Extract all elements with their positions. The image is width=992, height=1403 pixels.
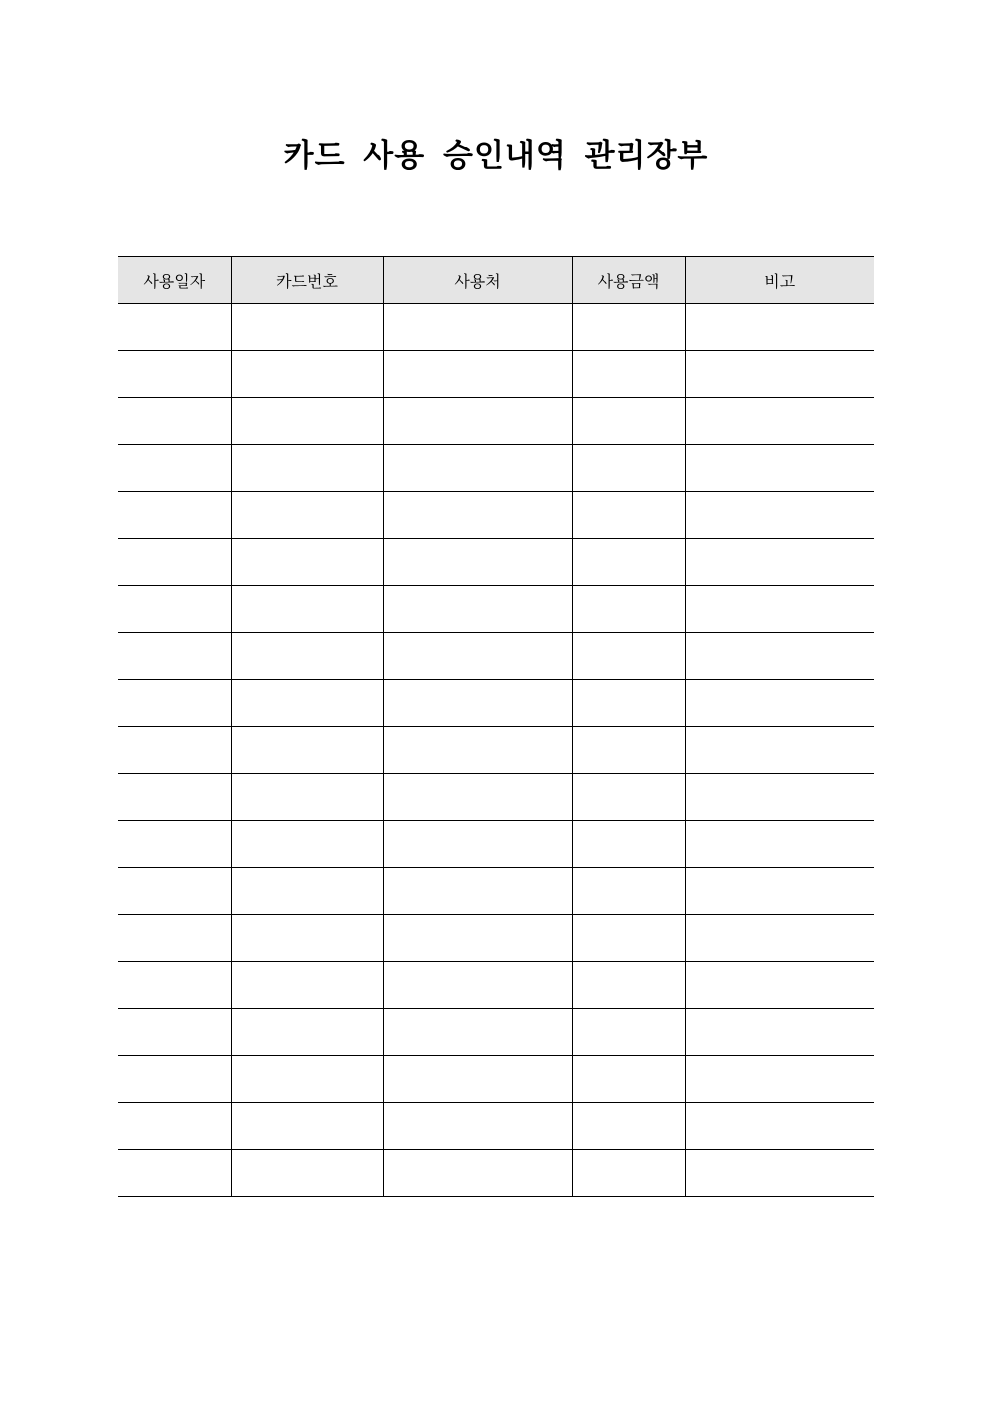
table-row — [118, 539, 874, 586]
usage-date-cell[interactable] — [118, 962, 231, 1009]
usage-date-cell[interactable] — [118, 680, 231, 727]
table-row — [118, 915, 874, 962]
column-header-card-number: 카드번호 — [231, 257, 383, 304]
remarks-cell[interactable] — [685, 304, 874, 351]
amount-cell[interactable] — [572, 680, 685, 727]
merchant-cell[interactable] — [383, 962, 572, 1009]
column-header-usage-date: 사용일자 — [118, 257, 231, 304]
card-number-cell[interactable] — [231, 1150, 383, 1197]
card-number-cell[interactable] — [231, 1009, 383, 1056]
card-number-cell[interactable] — [231, 962, 383, 1009]
usage-date-cell[interactable] — [118, 445, 231, 492]
remarks-cell[interactable] — [685, 680, 874, 727]
usage-date-cell[interactable] — [118, 586, 231, 633]
amount-cell[interactable] — [572, 1056, 685, 1103]
amount-cell[interactable] — [572, 586, 685, 633]
table-row — [118, 1150, 874, 1197]
remarks-cell[interactable] — [685, 445, 874, 492]
merchant-cell[interactable] — [383, 445, 572, 492]
amount-cell[interactable] — [572, 539, 685, 586]
usage-date-cell[interactable] — [118, 915, 231, 962]
table-row — [118, 586, 874, 633]
remarks-cell[interactable] — [685, 398, 874, 445]
table-row — [118, 727, 874, 774]
table-header-row — [118, 257, 874, 304]
merchant-cell[interactable] — [383, 633, 572, 680]
merchant-cell[interactable] — [383, 1056, 572, 1103]
usage-date-cell[interactable] — [118, 774, 231, 821]
table-row — [118, 398, 874, 445]
merchant-cell[interactable] — [383, 492, 572, 539]
merchant-cell[interactable] — [383, 1103, 572, 1150]
card-number-cell[interactable] — [231, 492, 383, 539]
approval-ledger-table — [118, 256, 874, 1197]
card-number-cell[interactable] — [231, 680, 383, 727]
table-row — [118, 304, 874, 351]
table-row — [118, 680, 874, 727]
usage-date-cell[interactable] — [118, 727, 231, 774]
remarks-cell[interactable] — [685, 915, 874, 962]
usage-date-cell[interactable] — [118, 492, 231, 539]
merchant-cell[interactable] — [383, 1150, 572, 1197]
merchant-cell[interactable] — [383, 915, 572, 962]
table-row — [118, 445, 874, 492]
remarks-cell[interactable] — [685, 539, 874, 586]
page-title: 카드 사용 승인내역 관리장부 — [283, 138, 709, 174]
usage-date-cell[interactable] — [118, 539, 231, 586]
amount-cell[interactable] — [572, 492, 685, 539]
card-number-cell[interactable] — [231, 445, 383, 492]
usage-date-cell[interactable] — [118, 1009, 231, 1056]
table-row — [118, 1103, 874, 1150]
usage-date-cell[interactable] — [118, 1056, 231, 1103]
merchant-cell[interactable] — [383, 680, 572, 727]
amount-cell[interactable] — [572, 1009, 685, 1056]
merchant-cell[interactable] — [383, 539, 572, 586]
remarks-cell[interactable] — [685, 1009, 874, 1056]
card-number-cell[interactable] — [231, 586, 383, 633]
card-number-cell[interactable] — [231, 868, 383, 915]
table-row — [118, 492, 874, 539]
remarks-cell[interactable] — [685, 868, 874, 915]
merchant-cell[interactable] — [383, 398, 572, 445]
amount-cell[interactable] — [572, 351, 685, 398]
merchant-cell[interactable] — [383, 868, 572, 915]
remarks-cell[interactable] — [685, 1056, 874, 1103]
remarks-cell[interactable] — [685, 492, 874, 539]
card-number-cell[interactable] — [231, 821, 383, 868]
usage-date-cell[interactable] — [118, 1150, 231, 1197]
amount-cell[interactable] — [572, 304, 685, 351]
remarks-cell[interactable] — [685, 727, 874, 774]
card-number-cell[interactable] — [231, 351, 383, 398]
card-number-cell[interactable] — [231, 915, 383, 962]
table-row — [118, 351, 874, 398]
table-row — [118, 774, 874, 821]
usage-date-cell[interactable] — [118, 821, 231, 868]
amount-cell[interactable] — [572, 774, 685, 821]
merchant-cell[interactable] — [383, 586, 572, 633]
remarks-cell[interactable] — [685, 821, 874, 868]
usage-date-cell[interactable] — [118, 1103, 231, 1150]
usage-date-cell[interactable] — [118, 633, 231, 680]
remarks-cell[interactable] — [685, 351, 874, 398]
table-row — [118, 962, 874, 1009]
table-row — [118, 633, 874, 680]
column-header-amount: 사용금액 — [572, 257, 685, 304]
remarks-cell[interactable] — [685, 962, 874, 1009]
amount-cell[interactable] — [572, 445, 685, 492]
table-row — [118, 1056, 874, 1103]
table-row — [118, 868, 874, 915]
card-number-cell[interactable] — [231, 727, 383, 774]
card-number-cell[interactable] — [231, 539, 383, 586]
merchant-cell[interactable] — [383, 304, 572, 351]
merchant-cell[interactable] — [383, 727, 572, 774]
amount-cell[interactable] — [572, 915, 685, 962]
card-number-cell[interactable] — [231, 633, 383, 680]
merchant-cell[interactable] — [383, 351, 572, 398]
table-row — [118, 821, 874, 868]
amount-cell[interactable] — [572, 1103, 685, 1150]
amount-cell[interactable] — [572, 633, 685, 680]
remarks-cell[interactable] — [685, 1103, 874, 1150]
usage-date-cell[interactable] — [118, 304, 231, 351]
remarks-cell[interactable] — [685, 586, 874, 633]
usage-date-cell[interactable] — [118, 351, 231, 398]
amount-cell[interactable] — [572, 821, 685, 868]
remarks-cell[interactable] — [685, 774, 874, 821]
card-number-cell[interactable] — [231, 398, 383, 445]
remarks-cell[interactable] — [685, 1150, 874, 1197]
amount-cell[interactable] — [572, 868, 685, 915]
merchant-cell[interactable] — [383, 821, 572, 868]
usage-date-cell[interactable] — [118, 398, 231, 445]
table-body — [118, 304, 874, 1197]
amount-cell[interactable] — [572, 727, 685, 774]
card-number-cell[interactable] — [231, 1056, 383, 1103]
card-number-cell[interactable] — [231, 304, 383, 351]
merchant-cell[interactable] — [383, 774, 572, 821]
amount-cell[interactable] — [572, 962, 685, 1009]
amount-cell[interactable] — [572, 1150, 685, 1197]
remarks-cell[interactable] — [685, 633, 874, 680]
card-number-cell[interactable] — [231, 1103, 383, 1150]
column-header-remarks: 비고 — [685, 257, 874, 304]
usage-date-cell[interactable] — [118, 868, 231, 915]
merchant-cell[interactable] — [383, 1009, 572, 1056]
column-header-merchant: 사용처 — [383, 257, 572, 304]
table-row — [118, 1009, 874, 1056]
card-number-cell[interactable] — [231, 774, 383, 821]
amount-cell[interactable] — [572, 398, 685, 445]
